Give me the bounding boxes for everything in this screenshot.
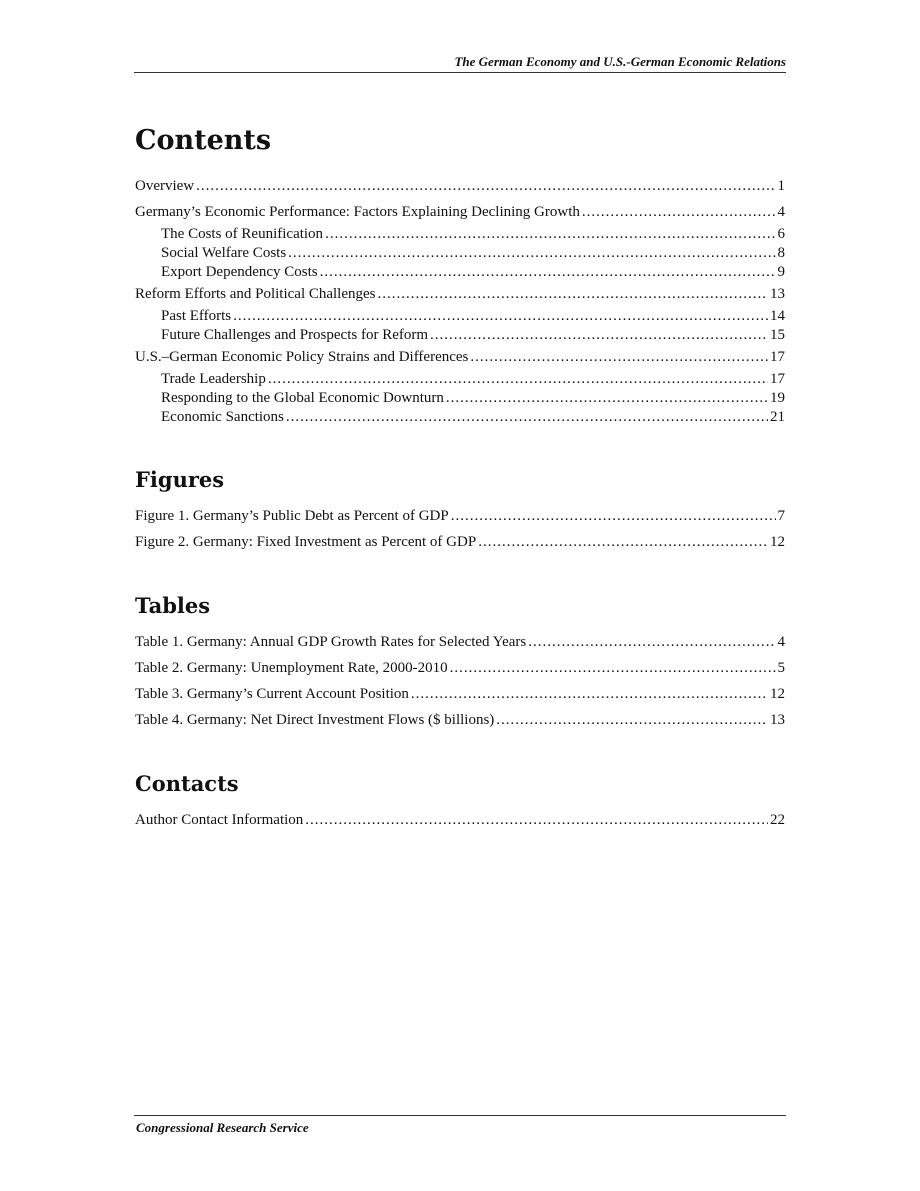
toc-entry-label: Social Welfare Costs (161, 245, 287, 261)
toc-entry-label: Trade Leadership (161, 371, 266, 387)
figures-title: Figures (135, 467, 225, 492)
toc-entry-table-4[interactable] (135, 711, 785, 730)
toc-entry-us-german-strains[interactable] (135, 348, 785, 367)
toc-entry-label: Table 3. Germany’s Current Account Position (135, 686, 409, 702)
toc-entry-page: 1 (777, 178, 785, 194)
toc-entry-page: 22 (770, 812, 785, 828)
toc-entry-label: The Costs of Reunification (161, 226, 324, 242)
toc-entry-page: 17 (770, 371, 785, 387)
toc-entry-label: Figure 1. Germany’s Public Debt as Percent of GDP (135, 508, 449, 524)
toc-entry-page: 7 (777, 508, 785, 524)
toc-entry-page: 13 (770, 712, 785, 728)
figures-list (135, 507, 785, 552)
toc-entry-social-welfare-costs[interactable] (135, 244, 785, 263)
toc-entry-page: 4 (777, 634, 785, 650)
toc-entry-page: 12 (770, 534, 785, 550)
toc-entry-label: Overview (135, 178, 195, 194)
toc-entry-table-3[interactable] (135, 685, 785, 704)
toc-entry-economic-performance[interactable] (135, 203, 785, 222)
toc-entry-past-efforts[interactable] (135, 307, 785, 326)
running-header: The German Economy and U.S.-German Economic Relations (454, 54, 786, 69)
toc-entry-label: Economic Sanctions (161, 409, 284, 425)
toc-entry-label: Author Contact Information (135, 812, 304, 828)
toc-entry-table-1[interactable] (135, 633, 785, 652)
toc-entry-reform-efforts[interactable] (135, 285, 785, 304)
toc-entry-figure-2[interactable] (135, 533, 785, 552)
toc-entry-trade-leadership[interactable] (135, 370, 785, 389)
toc-entry-label: Future Challenges and Prospects for Reform (161, 327, 429, 343)
contents-list (135, 177, 785, 427)
contacts-list (135, 811, 785, 830)
toc-entry-page: 8 (777, 245, 785, 261)
toc-entry-export-dependency-costs[interactable] (135, 263, 785, 282)
toc-entry-page: 19 (770, 390, 785, 406)
contents-title: Contents (135, 125, 272, 156)
toc-entry-page: 4 (777, 204, 785, 220)
toc-entry-label: Table 4. Germany: Net Direct Investment Flows ($ billions) (135, 712, 495, 728)
toc-entry-label: Table 2. Germany: Unemployment Rate, 2000-2010 (135, 660, 448, 676)
toc-entry-label: Responding to the Global Economic Downturn (161, 390, 444, 406)
tables-list (135, 633, 785, 730)
toc-entry-page: 17 (770, 349, 785, 365)
toc-entry-page: 21 (770, 409, 785, 425)
toc-entry-page: 6 (777, 226, 785, 242)
toc-entry-economic-sanctions[interactable] (135, 408, 785, 427)
toc-entry-future-challenges[interactable] (135, 326, 785, 345)
toc-entry-label: Export Dependency Costs (161, 264, 318, 280)
toc-entry-label: Past Efforts (161, 308, 232, 324)
contacts-title: Contacts (135, 771, 239, 796)
toc-entry-label: Germany’s Economic Performance: Factors Explaining Declining Growth (135, 204, 580, 220)
toc-entry-table-2[interactable] (135, 659, 785, 678)
toc-entry-label: Table 1. Germany: Annual GDP Growth Rates for Selected Years (135, 634, 527, 650)
toc-entry-author-contact[interactable] (135, 811, 785, 830)
tables-title: Tables (135, 593, 211, 618)
toc-entry-page: 12 (770, 686, 785, 702)
footer-rule (134, 1115, 786, 1116)
toc-entry-overview[interactable] (135, 177, 785, 196)
toc-entry-label: U.S.–German Economic Policy Strains and Differences (135, 349, 469, 365)
toc-entry-page: 14 (770, 308, 785, 324)
toc-entry-page: 9 (777, 264, 785, 280)
toc-entry-global-downturn[interactable] (135, 389, 785, 408)
toc-entry-label: Figure 2. Germany: Fixed Investment as Percent of GDP (135, 534, 477, 550)
toc-entry-costs-of-reunification[interactable] (135, 225, 785, 244)
toc-entry-label: Reform Efforts and Political Challenges (135, 286, 376, 302)
toc-entry-page: 15 (770, 327, 785, 343)
header-rule (134, 72, 786, 73)
toc-entry-page: 13 (770, 286, 785, 302)
footer-text: Congressional Research Service (136, 1120, 309, 1135)
toc-entry-figure-1[interactable] (135, 507, 785, 526)
toc-entry-page: 5 (777, 660, 785, 676)
